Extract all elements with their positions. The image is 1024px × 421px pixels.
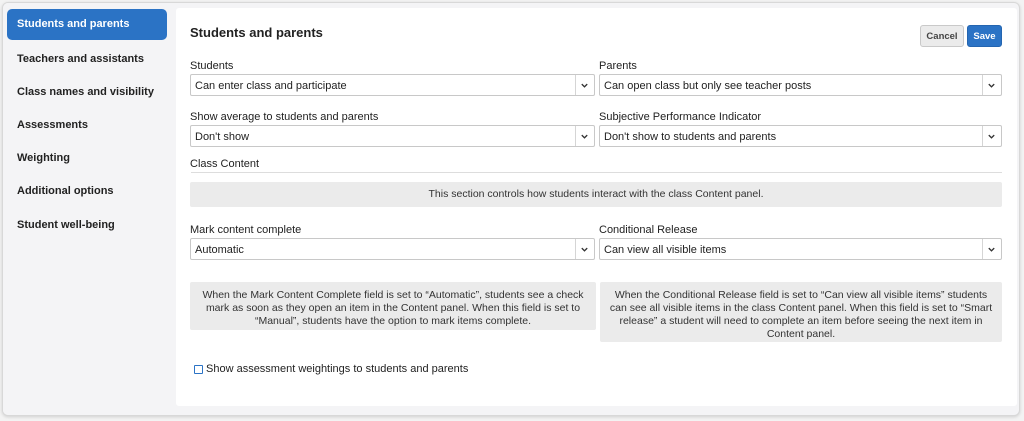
- page-title: Students and parents: [190, 25, 323, 40]
- conditional-release-select-value: Can view all visible items: [604, 244, 727, 256]
- conditional-release-help: [600, 282, 1002, 342]
- students-select-value: Can enter class and participate: [195, 80, 347, 92]
- students-select[interactable]: [190, 74, 595, 96]
- chevron-down-icon: [580, 245, 589, 254]
- sidebar-item-students-and-parents[interactable]: Students and parents: [7, 9, 167, 40]
- select-divider: [575, 75, 576, 95]
- mark-complete-select-value: Automatic: [195, 244, 244, 256]
- class-content-heading: Class Content: [190, 158, 260, 170]
- students-label: Students: [190, 60, 234, 72]
- show-average-select-value: Don't show: [195, 131, 250, 143]
- help-line: mark as soon as they open an item in the Content panel. When this field is set to: [205, 302, 581, 314]
- help-line: Content panel.: [766, 328, 836, 340]
- settings-sidebar: [3, 3, 171, 415]
- select-divider: [982, 126, 983, 146]
- parents-select[interactable]: [599, 74, 1002, 96]
- parents-label: Parents: [599, 60, 637, 72]
- select-divider: [575, 239, 576, 259]
- help-line: can see all visible items in the class Content panel. When this field is set to “Smart: [609, 302, 993, 314]
- spi-select-value: Don't show to students and parents: [604, 131, 777, 143]
- parents-select-value: Can open class but only see teacher posts: [604, 80, 812, 92]
- show-average-label: Show average to students and parents: [190, 111, 379, 123]
- help-line: When the Mark Content Complete field is set to “Automatic”, students see a check: [202, 289, 584, 301]
- weightings-checkbox-label[interactable]: Show assessment weightings to students and parents: [206, 363, 469, 375]
- spi-label: Subjective Performance Indicator: [599, 111, 762, 123]
- conditional-release-label: Conditional Release: [599, 224, 698, 236]
- chevron-down-icon: [987, 132, 996, 141]
- section-divider: [191, 172, 1002, 173]
- save-button[interactable]: Save: [967, 25, 1002, 47]
- sidebar-item-assessments[interactable]: Assessments: [17, 119, 88, 131]
- settings-panel: [176, 8, 1017, 406]
- conditional-release-select[interactable]: [599, 238, 1002, 260]
- select-divider: [982, 239, 983, 259]
- mark-complete-label: Mark content complete: [190, 224, 302, 236]
- chevron-down-icon: [580, 81, 589, 90]
- show-average-select[interactable]: [190, 125, 595, 147]
- class-content-info: This section controls how students interact with the class Content panel.: [190, 182, 1002, 207]
- mark-complete-help: [190, 282, 596, 330]
- select-divider: [982, 75, 983, 95]
- mark-complete-select[interactable]: [190, 238, 595, 260]
- help-line: release” a student will need to complete an item before seeing the next item in: [619, 315, 983, 327]
- weightings-checkbox[interactable]: [194, 365, 203, 374]
- sidebar-item-student-well-being[interactable]: Student well-being: [17, 219, 115, 231]
- sidebar-item-additional-options[interactable]: Additional options: [17, 185, 114, 197]
- chevron-down-icon: [987, 81, 996, 90]
- spi-select[interactable]: [599, 125, 1002, 147]
- help-line: When the Conditional Release field is set to “Can view all visible items” students: [614, 289, 988, 301]
- sidebar-item-weighting[interactable]: Weighting: [17, 152, 70, 164]
- chevron-down-icon: [580, 132, 589, 141]
- help-line: “Manual”, students have the option to mark items complete.: [254, 315, 532, 327]
- sidebar-item-teachers-and-assistants[interactable]: Teachers and assistants: [17, 53, 144, 65]
- select-divider: [575, 126, 576, 146]
- cancel-button[interactable]: Cancel: [920, 25, 964, 47]
- chevron-down-icon: [987, 245, 996, 254]
- settings-window: [2, 2, 1020, 416]
- sidebar-item-class-names-and-visibility[interactable]: Class names and visibility: [17, 86, 154, 98]
